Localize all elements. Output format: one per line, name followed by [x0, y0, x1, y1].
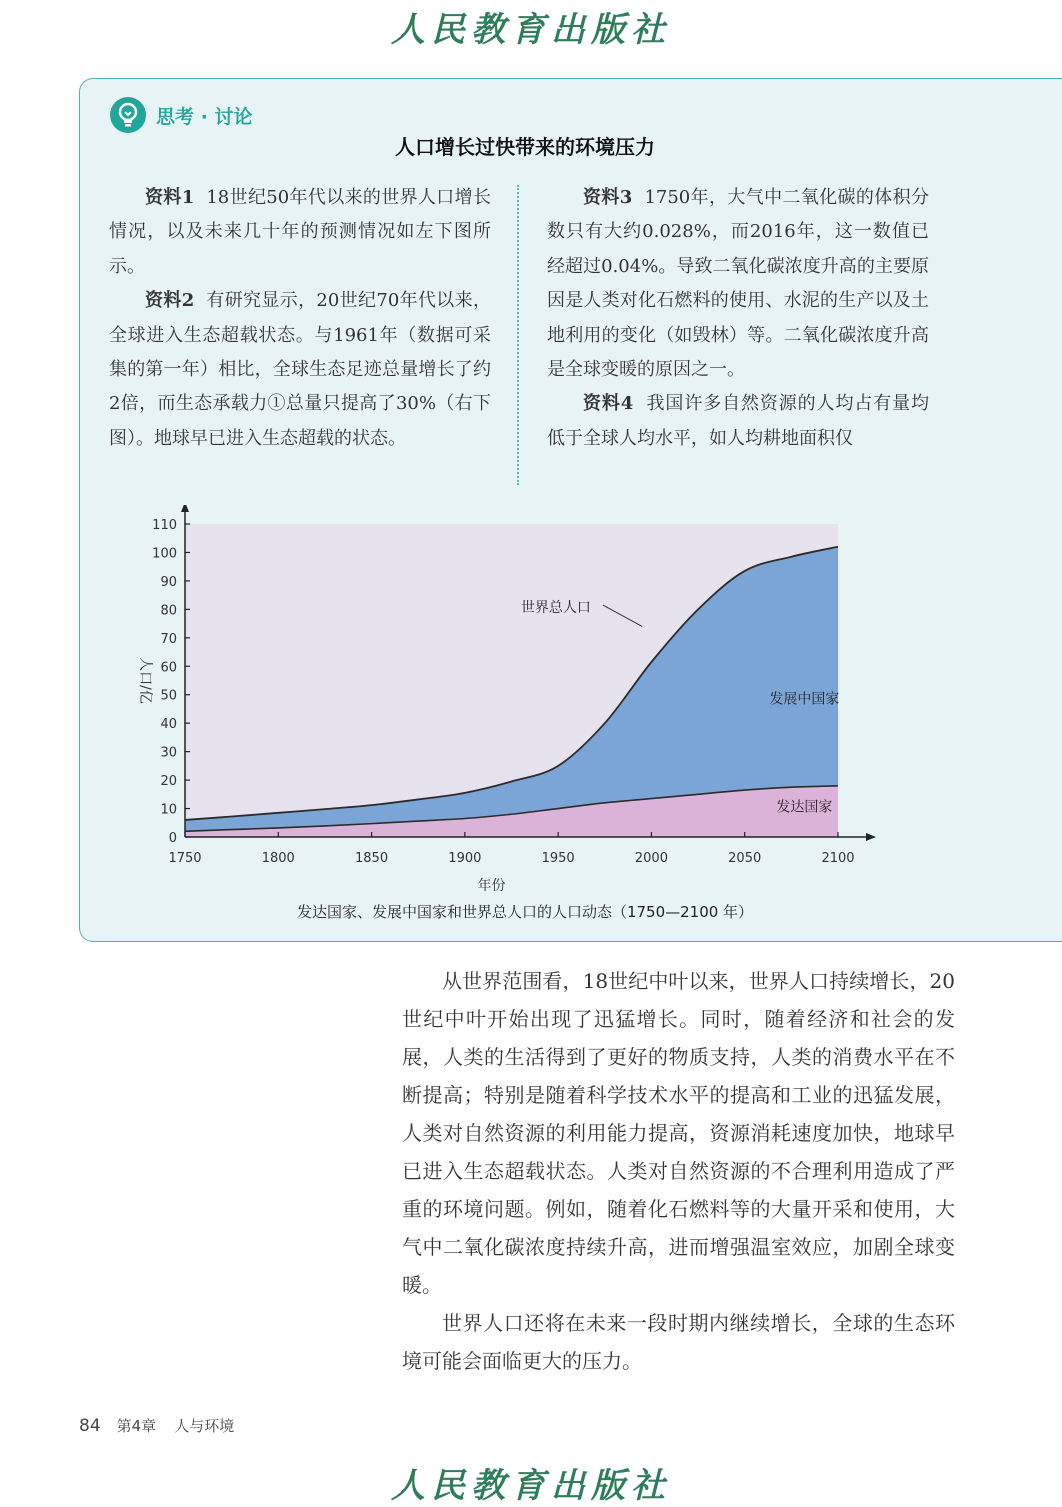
- material-1: 资料1 18世纪50年代以来的世界人口增长情况，以及未来几十年的预测情况如左下图所示。: [109, 187, 491, 277]
- y-tick-label: 110: [152, 518, 177, 533]
- publisher-watermark-top: 人民教育出版社: [391, 10, 671, 50]
- publisher-watermark-bottom: 人民教育出版社: [391, 1466, 671, 1506]
- main-text: [402, 962, 955, 1380]
- annotation-developed: 发达国家: [776, 799, 833, 816]
- y-tick-label: 40: [160, 717, 177, 733]
- column-divider: [517, 185, 519, 485]
- box-title: 人口增长过快带来的环境压力: [395, 135, 655, 159]
- y-tick-label: 100: [152, 546, 177, 562]
- x-axis-label: 年份: [477, 878, 506, 894]
- y-tick-label: 0: [168, 831, 177, 846]
- y-tick-label: 20: [160, 774, 177, 790]
- y-tick-label: 70: [160, 631, 177, 647]
- materials-right-column: [547, 181, 929, 456]
- y-tick-label: 80: [160, 603, 177, 619]
- chart-caption: 发达国家、发展中国家和世界总人口的人口动态（1750—2100 年）: [296, 903, 754, 921]
- paragraph: 世界人口还将在未来一段时期内继续增长，全球的生态环境可能会面临更大的压力。: [402, 1311, 955, 1373]
- x-tick-label: 1950: [541, 851, 575, 866]
- section-label: 思考 · 讨论: [156, 106, 253, 128]
- x-tick-label: 1900: [448, 851, 482, 866]
- annotation-developing: 发展中国家: [769, 691, 840, 708]
- material-4: 资料4 我国许多自然资源的人均占有量均低于全球人均水平，如人均耕地面积仅: [547, 393, 930, 449]
- y-tick-label: 50: [160, 688, 177, 704]
- y-tick-label: 10: [160, 802, 177, 818]
- annotation-world-total: 世界总人口: [520, 600, 591, 617]
- y-tick-label: 60: [160, 660, 177, 676]
- materials-left-column: [109, 181, 491, 456]
- x-tick-label: 2050: [728, 851, 762, 866]
- x-axis-arrow: [866, 833, 876, 841]
- x-tick-label: 1850: [355, 851, 389, 866]
- y-tick-label: 30: [160, 745, 177, 761]
- x-tick-label: 2000: [634, 851, 668, 866]
- x-tick-label: 1800: [261, 851, 295, 866]
- x-tick-label: 2100: [821, 851, 855, 866]
- y-tick-label: 90: [160, 574, 177, 590]
- lightbulb-icon: [110, 97, 146, 133]
- chapter-title: 人与环境: [174, 1417, 235, 1435]
- y-axis-label: 人口/亿: [137, 657, 153, 704]
- material-3: 资料3 1750年，大气中二氧化碳的体积分数只有大约0.028%，而2016年，这一数值已经超过0.04%。导致二氧化碳浓度升高的主要原因是人类对化石燃料的使用、水泥的生产以及土地利用的变化（如毁林）等。二氧化碳浓度升高是全球变暖的原因之一。: [547, 187, 930, 381]
- page-footer: [79, 1415, 234, 1436]
- chapter-number: 第4章: [116, 1417, 157, 1435]
- population-area-chart: [115, 505, 885, 905]
- material-2: 资料2 有研究显示，20世纪70年代以来，全球进入生态超载状态。与1961年（数据可采集的第一年）相比，全球生态足迹总量增长了约2倍，而生态承载力①总量只提高了30%（右下图）。地球早已进入生态超载的状态。: [109, 290, 491, 449]
- y-axis-arrow: [181, 505, 189, 512]
- paragraph: 从世界范围看，18世纪中叶以来，世界人口持续增长，20世纪中叶开始出现了迅猛增长。同时，随着经济和社会的发展，人类的生活得到了更好的物质支持，人类的消费水平在不断提高；特别是随着科学技术水平的提高和工业的迅猛发展，人类对自然资源的利用能力提高，资源消耗速度加快，地球早已进入生态超载状态。人类对自然资源的不合理利用造成了严重的环境问题。例如，随着化石燃料等的大量开采和使用，大气中二氧化碳浓度持续升高，进而增强温室效应，加剧全球变暖。: [402, 969, 955, 1297]
- page-number: 84: [79, 1416, 101, 1436]
- x-tick-label: 1750: [168, 851, 202, 866]
